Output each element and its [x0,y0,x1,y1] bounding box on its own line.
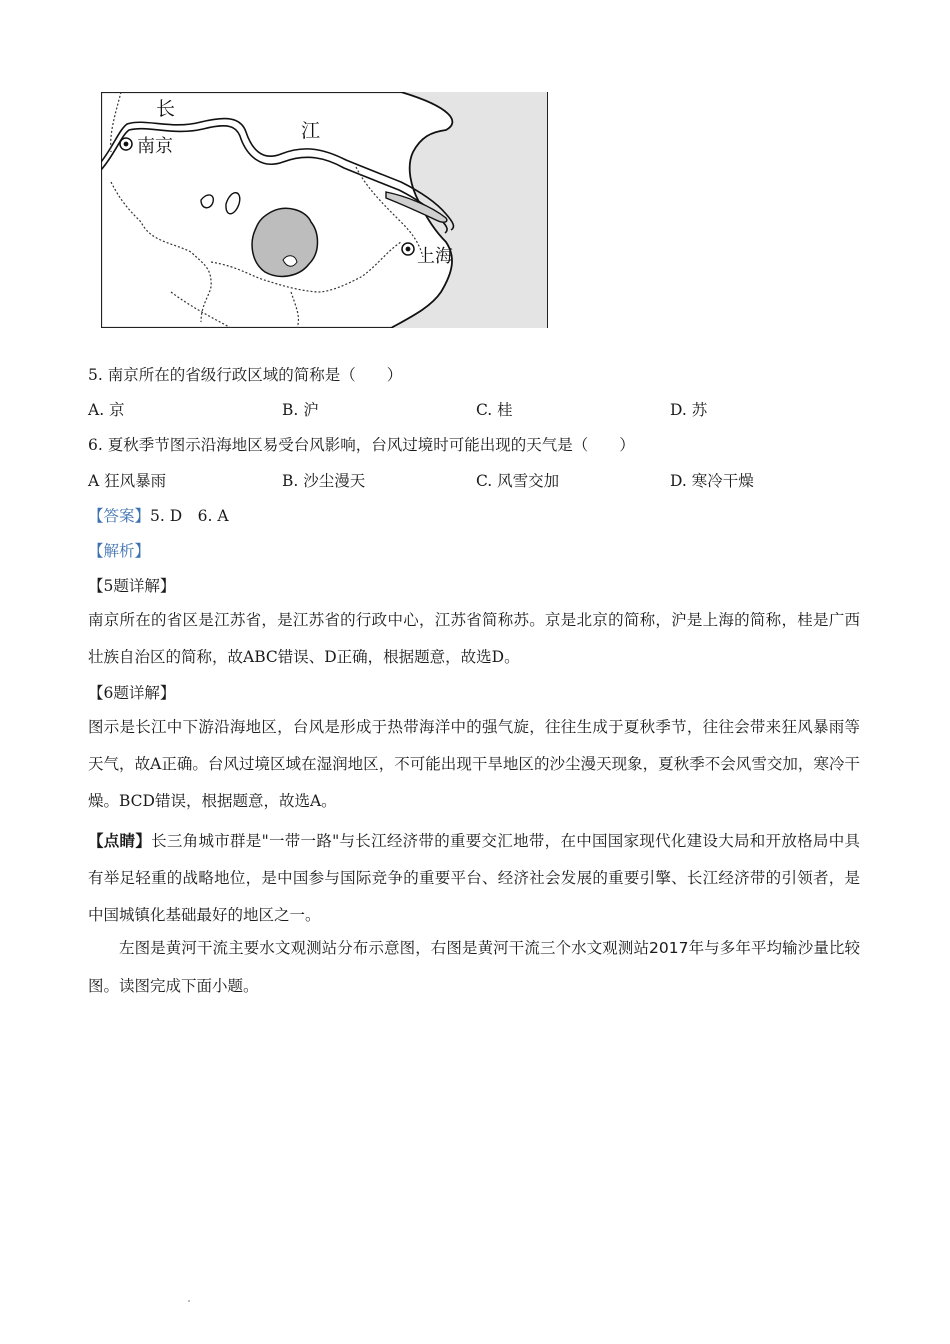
question-5-option-b: B. 沪 [282,401,319,419]
detail-6-text: 图示是长江中下游沿海地区，台风是形成于热带海洋中的强气旋，往往生成于夏秋季节，往往会带来狂风暴雨等天气，故A正确。台风过境区域在湿润地区，不可能出现干旱地区的沙尘漫天现象，夏秋季不会风雪交加，寒冷干燥。BCD错误，根据题意，故选A。 [88,718,860,810]
question-6-option-d: D. 寒冷干燥 [670,472,754,490]
answer-text: 5. D 6. A [150,507,229,525]
question-5-option-d: D. 苏 [670,401,708,419]
note-text: 长三角城市群是"一带一路"与长江经济带的重要交汇地带，在中国国家现代化建设大局和开放格局中具有举足轻重的战略地位，是中国参与国际竞争的重要平台、经济社会发展的重要引擎、长江经济带的引领者，是中国城镇化基础最好的地区之一。 [88,832,860,924]
answer-tag: 【答案】 [88,507,151,525]
map-label-shanghai: 上海 [417,246,453,267]
note-paragraph [88,822,860,934]
question-6-stem: 6. 夏秋季节图示沿海地区易受台风影响，台风过境时可能出现的天气是（ ） [88,436,635,454]
question-5-option-c: C. 桂 [476,401,513,419]
map-label-chang: 长 [156,98,176,120]
map-label-nanjing: 南京 [137,136,173,157]
question-6-option-c: C. 风雪交加 [476,472,560,490]
detail-5-title: 【5题详解】 [88,577,176,595]
answer-line [88,506,229,526]
page-speck [188,1300,190,1302]
tai-lake [252,208,317,276]
detail-5-text: 南京所在的省区是江苏省，是江苏省的行政中心，江苏省简称苏。京是北京的简称，沪是上海的简称，桂是广西壮族自治区的简称，故ABC错误、D正确，根据题意，故选D。 [88,611,860,666]
note-tag: 【点睛】 [88,831,152,850]
question-5-option-a: A. 京 [88,401,125,419]
intro-paragraph: 左图是黄河干流主要水文观测站分布示意图，右图是黄河干流三个水文观测站2017年与多年平均输沙量比较图。读图完成下面小题。 [88,939,860,995]
yangtze-delta-map [101,92,548,328]
analysis-tag: 【解析】 [88,542,151,560]
question-5-stem: 5. 南京所在的省级行政区域的简称是（ ） [88,366,403,384]
map-label-jiang: 江 [301,120,321,142]
question-6-option-b: B. 沙尘漫天 [282,472,366,490]
question-6-option-a: A 狂风暴雨 [88,472,167,490]
detail-6-title: 【6题详解】 [88,684,176,702]
